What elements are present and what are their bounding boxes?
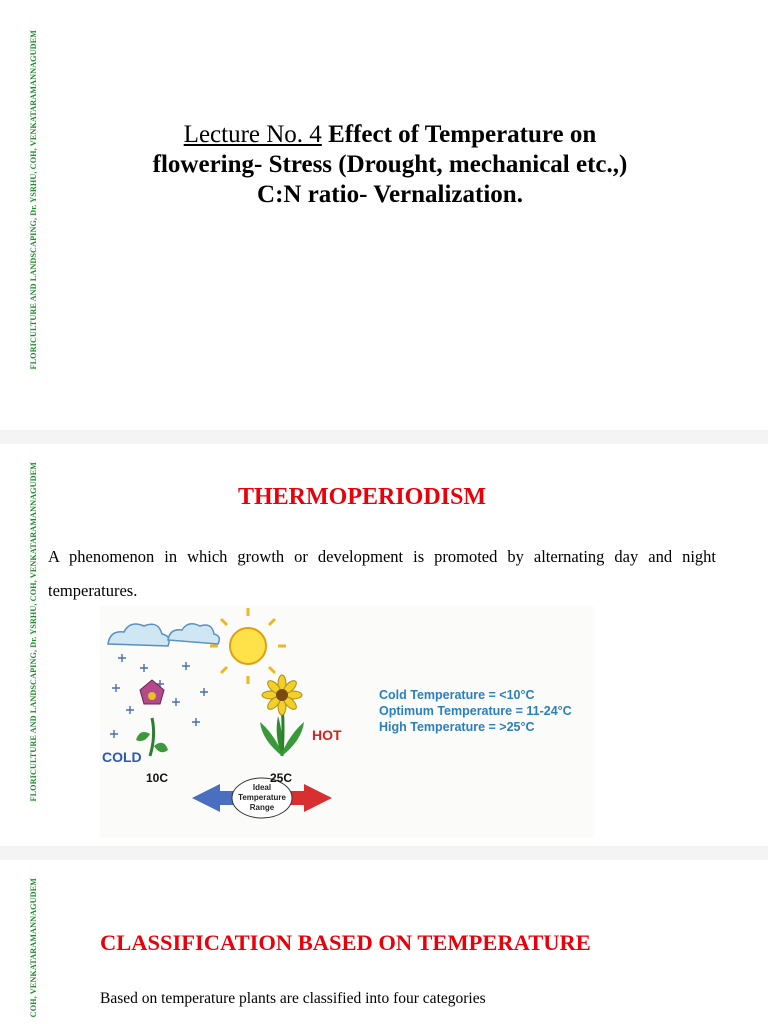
page-3 xyxy=(0,862,768,1024)
legend-cold: Cold Temperature = <10°C xyxy=(379,688,535,702)
page-separator xyxy=(0,430,768,444)
cloud-icon xyxy=(108,624,219,646)
lecture-title xyxy=(80,120,700,210)
hot-temp-label: 25C xyxy=(270,771,293,785)
arrow-label-1: Ideal xyxy=(252,783,272,792)
side-watermark: FLORICULTURE AND LANDSCAPING, Dr. YSRHU, COH, VENKATARAMANNAGUDEM xyxy=(29,30,38,370)
cold-label: COLD xyxy=(102,749,142,765)
classification-paragraph: Based on temperature plants are classified into four categories xyxy=(100,990,486,1007)
legend-high: High Temperature = >25°C xyxy=(379,720,535,734)
legend-optimum: Optimum Temperature = 11-24°C xyxy=(379,704,572,718)
classification-heading: CLASSIFICATION BASED ON TEMPERATURE xyxy=(100,930,591,955)
thermoperiodism-heading: THERMOPERIODISM xyxy=(238,484,487,510)
arrow-label-2: Temperature xyxy=(238,793,286,802)
hot-plant-icon xyxy=(260,675,304,756)
sun-icon xyxy=(210,608,286,684)
cold-temp-label: 10C xyxy=(146,771,169,785)
side-watermark: COH, VENKATARAMANNAGUDEM xyxy=(29,878,38,1018)
page-separator xyxy=(0,846,768,860)
arrow-label-3: Range xyxy=(249,803,275,812)
thermoperiodism-paragraph: A phenomenon in which growth or development is promoted by alternating day and night temperatures. xyxy=(48,547,716,600)
lecture-number: Lecture No. 4 xyxy=(183,121,322,148)
cold-plant-icon xyxy=(136,680,168,756)
page-1 xyxy=(0,0,768,430)
side-watermark: FLORICULTURE AND LANDSCAPING, Dr. YSRHU, COH, VENKATARAMANNAGUDEM xyxy=(29,462,38,802)
title-line-2: flowering- Stress (Drought, mechanical etc.,) xyxy=(152,151,628,178)
title-line-1: Effect of Temperature on xyxy=(321,121,597,148)
title-line-3: C:N ratio- Vernalization. xyxy=(257,181,523,208)
thermoperiodism-figure xyxy=(100,606,594,838)
hot-label: HOT xyxy=(312,727,342,743)
